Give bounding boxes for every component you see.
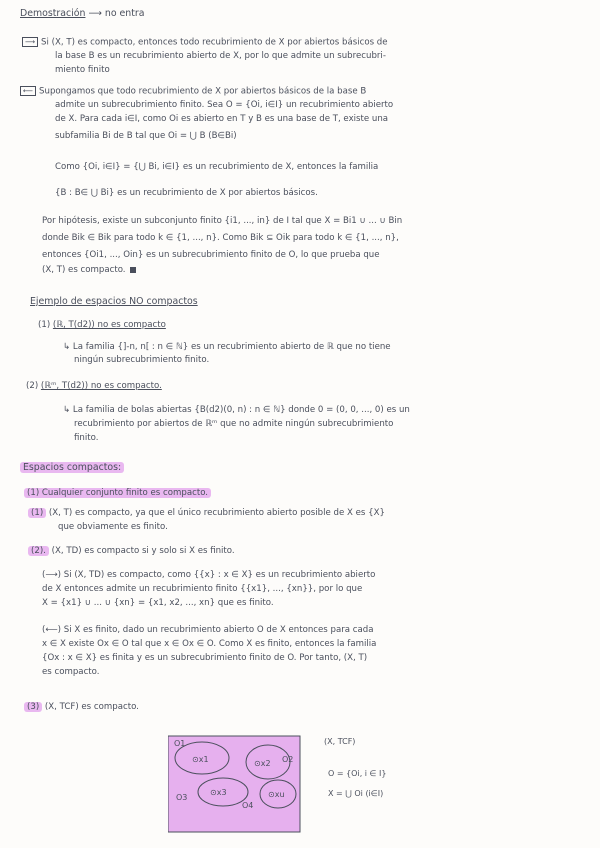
example-1-title: (1) (ℝ, T(d2)) no es compacto: [38, 320, 166, 330]
part-a-line-2: la base B es un recubrimiento abierto de X, por lo que admite un subrecubri-: [55, 51, 386, 61]
cover-diagram: [168, 732, 588, 842]
diagram-background: [168, 736, 300, 832]
examples-heading: Ejemplo de espacios NO compactos: [30, 296, 198, 307]
compact-sub-3-title: (3) (X, TCF) es compacto.: [24, 702, 139, 713]
compact-heading: Espacios compactos:: [20, 462, 124, 473]
compact-sub-2-title: (2). (X, TD) es compacto si y solo si X es finito.: [28, 546, 235, 557]
proof-title: Demostración: [20, 8, 86, 19]
arrow-icon: ⟶: [88, 8, 102, 19]
compact-item-1: (1) Cualquier conjunto finito es compacto.: [24, 488, 211, 499]
part-b-line-8: donde Bik ∈ Bik para todo k ∈ {1, ..., n}. Como Bik ⊆ Oik para todo k ∈ {1, ..., n},: [42, 233, 399, 243]
compact-sub-2-bwd-2: x ∈ X existe Ox ∈ O tal que x ∈ Ox ∈ O. Como X es finito, entonces la familia: [42, 639, 377, 649]
point-x2: ⊙x2: [254, 759, 271, 768]
compact-sub-1-line-1: (1) (X, T) es compacto, ya que el único recubrimiento abierto posible de X es {X}: [28, 508, 385, 519]
label-o2: O2: [282, 755, 294, 764]
part-b-line-4: subfamilia Bi de B tal que Oi = ⋃ B (B∈Bi): [55, 131, 237, 141]
label-o1: O1: [174, 739, 186, 748]
right-arrow-icon: ⟶: [22, 37, 38, 47]
part-b-line-6: {B : B∈ ⋃ Bi} es un recubrimiento de X por abiertos básicos.: [55, 188, 318, 198]
example-2-title: (2) (ℝᵐ, T(d2)) no es compacto.: [26, 381, 162, 391]
point-xu: ⊙xu: [268, 790, 285, 799]
example-2-line-1: ↳ La familia de bolas abiertas {B(d2)(0, n) : n ∈ ℕ} donde 0 = (0, 0, ..., 0) es un: [63, 405, 410, 415]
part-b-line-10: (X, T) es compacto.: [42, 265, 136, 276]
example-2-line-3: finito.: [74, 433, 99, 443]
compact-sub-2-bwd-3: {Ox : x ∈ X} es finita y es un subrecubrimiento finito de O. Por tanto, (X, T): [42, 653, 368, 663]
label-o4: O4: [242, 801, 254, 810]
compact-sub-2-fwd-2: de X entonces admite un recubrimiento finito {{x1}, ..., {xn}}, por lo que: [42, 584, 363, 594]
compact-sub-2-bwd-4: es compacto.: [42, 667, 100, 677]
part-b-line-9: entonces {Oi1, ..., Oin} es un subrecubrimiento finito de O, lo que prueba que: [42, 250, 380, 260]
part-b-line-5: Como {Oi, i∈I} = {⋃ Bi, i∈I} es un recubrimiento de X, entonces la familia: [55, 162, 379, 172]
example-1-line-2: ningún subrecubrimiento finito.: [74, 355, 210, 365]
qed-square-icon: [130, 267, 136, 273]
point-x3: ⊙x3: [210, 788, 227, 797]
compact-sub-1-line-2: que obviamente es finito.: [58, 522, 168, 532]
part-b-line-1: ⟵ Supongamos que todo recubrimiento de X por abiertos básicos de la base B: [20, 86, 366, 98]
part-a-line-3: miento finito: [55, 65, 110, 75]
diagram-side-line-1: O = {Oi, i ∈ I}: [328, 769, 387, 778]
compact-sub-2-fwd-3: X = {x1} ∪ ... ∪ {xn} = {x1, x2, ..., xn} que es finito.: [42, 598, 274, 608]
proof-direction: no entra: [104, 8, 145, 19]
part-b-line-3: de X. Para cada i∈I, como Oi es abierto en T y B es una base de T, existe una: [55, 114, 389, 124]
left-arrow-icon: ⟵: [20, 86, 36, 96]
part-a-line-1: ⟶ Si (X, T) es compacto, entonces todo recubrimiento de X por abiertos básicos de: [22, 37, 388, 49]
part-b-line-2: admite un subrecubrimiento finito. Sea O = {Oi, i∈I} un recubrimiento abierto: [55, 100, 394, 110]
proof-heading: [20, 8, 145, 19]
diagram-side-line-2: X = ⋃ Oi (i∈I): [328, 789, 384, 798]
point-x1: ⊙x1: [192, 755, 209, 764]
compact-sub-2-fwd-1: (⟶) Si (X, TD) es compacto, como {{x} : x ∈ X} es un recubrimiento abierto: [42, 570, 376, 580]
example-1-line-1: ↳ La familia {]-n, n[ : n ∈ ℕ} es un recubrimiento abierto de ℝ que no tiene: [63, 342, 391, 352]
part-b-line-7: Por hipótesis, existe un subconjunto finito {i1, ..., in} de I tal que X = Bi1 ∪ ... ∪ Bin: [42, 216, 403, 226]
example-2-line-2: recubrimiento por abiertos de ℝᵐ que no admite ningún subrecubrimiento: [74, 419, 394, 429]
label-o3: O3: [176, 793, 188, 802]
diagram-side-title: (X, TCF): [324, 737, 356, 746]
compact-sub-2-bwd-1: (⟵) Si X es finito, dado un recubrimiento abierto O de X entonces para cada: [42, 625, 374, 635]
